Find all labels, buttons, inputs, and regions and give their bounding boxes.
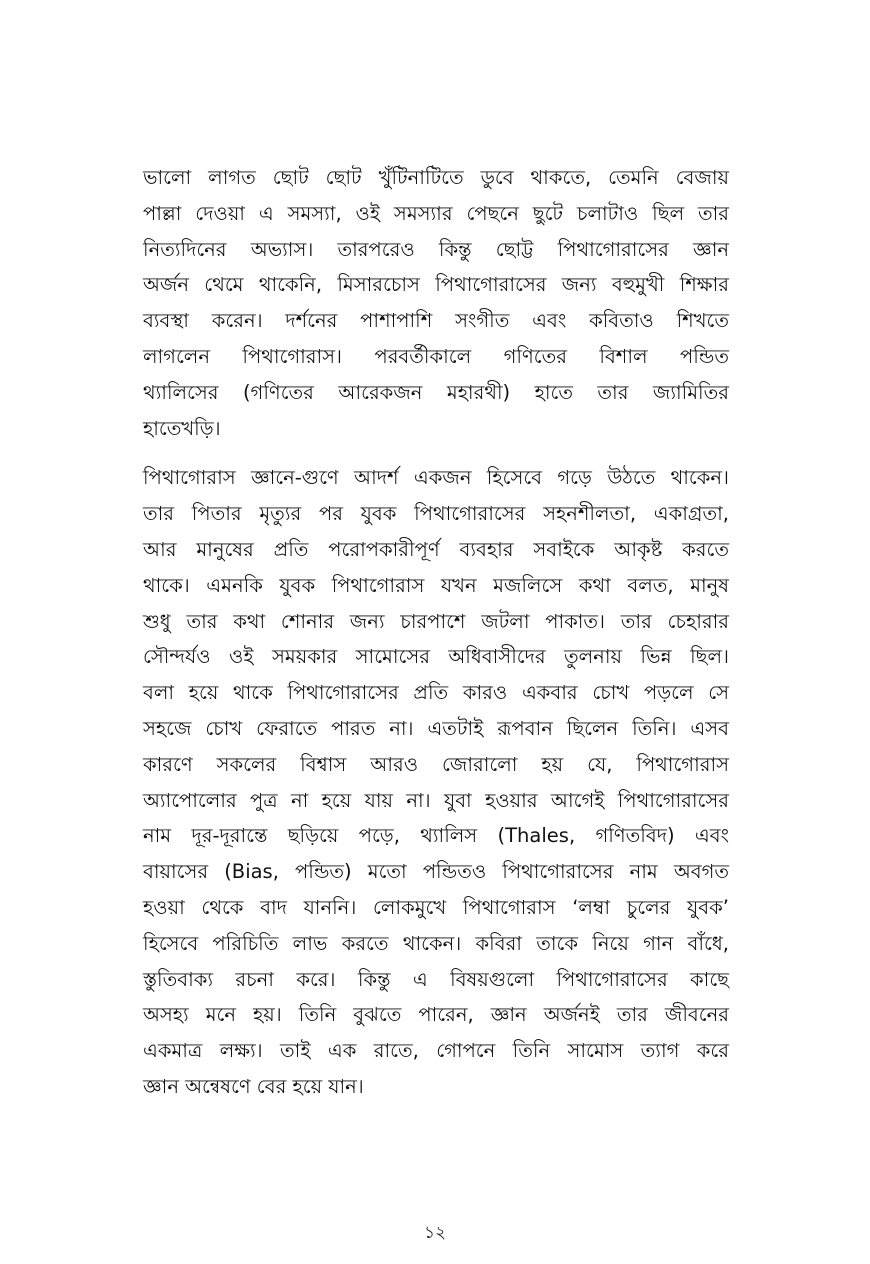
text-line: জ্ঞান অন্বেষণে বের হয়ে যান। bbox=[143, 1074, 364, 1098]
text-line: হওয়া থেকে বাদ যাননি। লোকমুখে পিথাগোরাস ‘লম্বা চুলের যুবক’ bbox=[143, 895, 729, 919]
text-line: সহজে চোখ ফেরাতে পারত না। এতটাই রূপবান ছিলেন তিনি। এসব bbox=[143, 716, 729, 740]
text-line: হিসেবে পরিচিতি লাভ করতে থাকেন। কবিরা তাকে নিয়ে গান বাঁধে, bbox=[143, 931, 729, 955]
text-line: শুধু তার কথা শোনার জন্য চারপাশে জটলা পাকাত। তার চেহারার bbox=[143, 609, 729, 633]
text-line: অর্জন থেমে থাকেনি, মিসারচোস পিথাগোরাসের জন্য বহুমুখী শিক্ষার bbox=[143, 273, 729, 297]
text-line: থ্যালিসের (গণিতের আরেকজন মহারথী) হাতে তার জ্যামিতির bbox=[143, 380, 729, 404]
text-line: থাকে। এমনকি যুবক পিথাগোরাস যখন মজলিসে কথা বলত, মানুষ bbox=[143, 573, 729, 597]
text-line: পাল্লা দেওয়া এ সমস্যা, ওই সমস্যার পেছনে ছুটে চলাটাও ছিল তার bbox=[143, 201, 729, 225]
text-line: লাগলেন পিথাগোরাস। পরবর্তীকালে গণিতের বিশাল পন্ডিত bbox=[143, 344, 729, 368]
text-line: বলা হয়ে থাকে পিথাগোরাসের প্রতি কারও একবার চোখ পড়লে সে bbox=[143, 681, 729, 705]
text-line: আর মানুষের প্রতি পরোপকারীপূর্ণ ব্যবহার সবাইকে আকৃষ্ট করতে bbox=[143, 537, 729, 561]
text-line: তার পিতার মৃত্যুর পর যুবক পিথাগোরাসের সহনশীলতা, একাগ্রতা, bbox=[143, 502, 729, 526]
text-body bbox=[143, 160, 729, 1105]
text-line: অ্যাপোলোর পুত্র না হয়ে যায় না। যুবা হওয়ার আগেই পিথাগোরাসের bbox=[143, 788, 729, 812]
page-number: ১২ bbox=[423, 1223, 447, 1243]
text-line: স্তুতিবাক্য রচনা করে। কিন্তু এ বিষয়গুলো পিথাগোরাসের কাছে bbox=[143, 967, 729, 991]
text-line: ভালো লাগত ছোট ছোট খুঁটিনাটিতে ডুবে থাকতে, তেমনি বেজায় bbox=[143, 166, 729, 189]
text-line: হাতেখড়ি। bbox=[143, 416, 221, 440]
text-line: পিথাগোরাস জ্ঞানে-গুণে আদর্শ একজন হিসেবে গড়ে উঠতে থাকেন। bbox=[143, 466, 729, 490]
text-line: বায়াসের (Bias, পন্ডিত) মতো পন্ডিতও পিথাগোরাসের নাম অবগত bbox=[143, 860, 729, 884]
text-line: নাম দূর-দূরান্তে ছড়িয়ে পড়ে, থ্যালিস (Thales, গণিতবিদ) এবং bbox=[143, 824, 729, 848]
text-line: নিত্যদিনের অভ্যাস। তারপরেও কিন্তু ছোট্ট পিথাগোরাসের জ্ঞান bbox=[143, 237, 729, 261]
text-line: সৌন্দর্যও ওই সময়কার সামোসের অধিবাসীদের তুলনায় ভিন্ন ছিল। bbox=[143, 645, 729, 669]
text-line: অসহ্য মনে হয়। তিনি বুঝতে পারেন, জ্ঞান অর্জনই তার জীবনের bbox=[143, 1003, 729, 1027]
text-line: একমাত্র লক্ষ্য। তাই এক রাতে, গোপনে তিনি সামোস ত্যাগ করে bbox=[143, 1039, 729, 1063]
text-line: কারণে সকলের বিশ্বাস আরও জোরালো হয় যে, পিথাগোরাস bbox=[143, 752, 729, 776]
paragraph-2 bbox=[143, 460, 729, 1104]
paragraph-1 bbox=[143, 160, 729, 446]
text-line: ব্যবস্থা করেন। দর্শনের পাশাপাশি সংগীত এবং কবিতাও শিখতে bbox=[143, 309, 729, 333]
